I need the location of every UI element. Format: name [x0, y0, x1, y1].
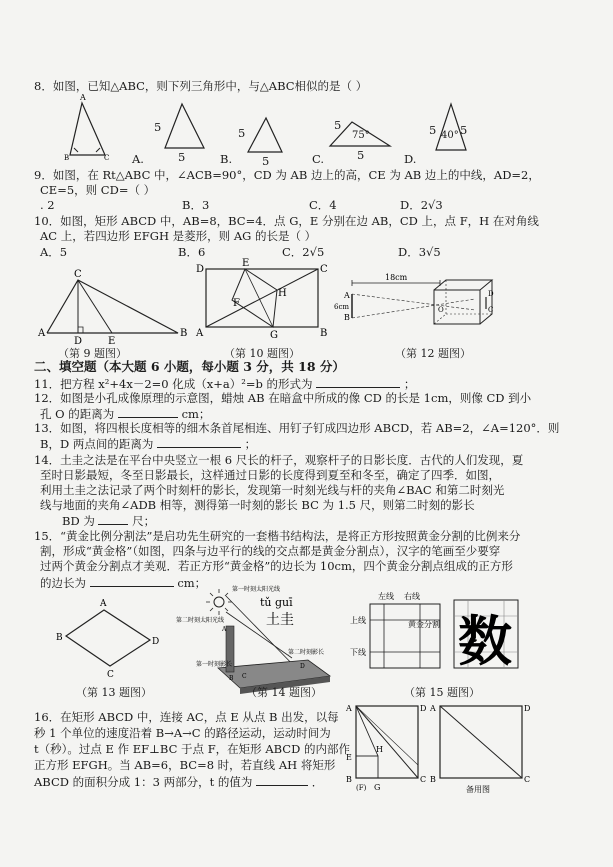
- fig16-spare-label-b: B: [430, 775, 436, 784]
- fig9-label-a: A: [38, 328, 46, 339]
- q16-line4: 正方形 EFGH。当 AB=6，BC=8 时，若直线 AH 将矩形: [34, 758, 336, 772]
- caption-q12: （第 12 题图）: [395, 347, 471, 360]
- fig9-label-d: D: [74, 336, 83, 347]
- fig15-right: 右线: [404, 592, 420, 601]
- fig12-label-d: D: [488, 290, 494, 298]
- q15-line2: 割，形成“黄金格”（如图，四条与边平行的线的交点都是黄金分割点），汉字的笔画至少要穿: [40, 544, 501, 558]
- fig14-label-d: D: [300, 663, 305, 670]
- q15-line3: 过两个黄金分割点才美观．若正方形“黄金格”的边长为 10cm，四个黄金分割点组成的正方形: [40, 559, 513, 573]
- q12-tail: cm；: [181, 407, 211, 421]
- fig10-label-g: G: [270, 330, 278, 341]
- fig9-label-b: B: [180, 328, 188, 339]
- q8-option-d: D.: [404, 152, 417, 166]
- q9-option-a: . 2: [40, 198, 55, 212]
- q9-line1: 9．如图，在 Rt△ABC 中，∠ACB=90°，CD 为 AB 边上的高，CE 为 AB 边上的中线，AD=2，: [34, 168, 540, 182]
- fig15-char: 数: [458, 609, 512, 673]
- caption-q14: （第 14 题图）: [246, 686, 322, 699]
- fig14-pinyin: tǔ guī: [260, 596, 293, 609]
- q10-line2: AC 上，若四边形 EFGH 是菱形，则 AG 的长是（ ）: [40, 229, 317, 243]
- fig9-label-c: C: [74, 269, 82, 280]
- fig15-top: 上线: [350, 616, 366, 625]
- q9-option-c: C．4: [309, 198, 337, 212]
- q8-option-c: C.: [312, 152, 325, 166]
- fig14-shadow1: 第一时刻影长: [196, 661, 233, 668]
- q8-optC-side: 5: [334, 118, 342, 132]
- q10-option-c: C．2√5: [282, 245, 325, 259]
- q14-line1: 14．土圭之法是在平台中央竖立一根 6 尺长的杆子，观察杆子的日影长度．古代的人们发现，夏: [34, 453, 524, 467]
- q16-tail: ．: [311, 775, 324, 789]
- q8-optB-base: 5: [262, 154, 270, 168]
- fig15-golden: 黄金分割: [408, 620, 440, 629]
- q8-option-b: B.: [220, 152, 233, 166]
- fig16-label-f: (F): [356, 784, 367, 792]
- fig13-label-a: A: [100, 599, 107, 609]
- fig16-label-c: C: [420, 775, 427, 784]
- fig12-label-c: C: [488, 306, 494, 314]
- fig14-shadow2: 第二时刻影长: [288, 649, 325, 656]
- q8-optD-side: 5: [429, 123, 437, 137]
- q8-optD-side2: 5: [460, 123, 468, 137]
- fig14-hanzi: 土圭: [266, 612, 294, 628]
- fig12-len: 18cm: [385, 273, 408, 282]
- q16-line2: 秒 1 个单位的速度沿着 B→A→C 的路径运动，运动时间为: [34, 726, 331, 740]
- q14-line3: 利用土圭之法记录了两个时刻杆的影长，发现第一时刻光线与杆的夹角∠BAC 和第二时刻光: [40, 483, 505, 497]
- fig10-label-f: F: [233, 298, 240, 309]
- q8-label-a: A: [80, 93, 86, 102]
- q8-optA-side: 5: [154, 120, 162, 134]
- q8-optC-base: 5: [357, 148, 365, 162]
- caption-q9: （第 9 题图）: [58, 347, 127, 360]
- fig16-label-b: B: [346, 775, 352, 784]
- fig16-label-e: E: [346, 753, 352, 762]
- q8-optC-angle: 75°: [352, 130, 370, 141]
- fig12-label-a: A: [344, 291, 350, 300]
- fig15-bottom: 下线: [350, 648, 366, 657]
- q14-stem: BD 为: [62, 514, 95, 528]
- q12-stem: 孔 O 的距离为: [40, 407, 115, 421]
- q9-option-b: B．3: [182, 198, 210, 212]
- fig13-label-c: C: [107, 670, 114, 680]
- q15-stem: 的边长为: [40, 576, 86, 590]
- fig10-label-h: H: [278, 288, 287, 299]
- q9-option-d: D．2√3: [400, 198, 443, 212]
- fig16-label-h: H: [376, 745, 383, 754]
- fig15-left: 左线: [378, 592, 394, 601]
- caption-q10: （第 10 题图）: [224, 347, 300, 360]
- fig10-label-c: C: [320, 264, 328, 275]
- q8-optD-angle: 40°: [441, 130, 459, 141]
- fig14-sun2: 第二时刻太阳光线: [176, 617, 225, 624]
- q13-line1: 13．如图，将四根长度相等的细木条首尾相连、用钉子钉成四边形 ABCD，若 AB=2，∠A=120°．则: [34, 421, 560, 435]
- fig13-label-d: D: [152, 637, 160, 647]
- fig16-spare-label-a: A: [430, 704, 436, 713]
- q13-stem: B，D 两点间的距离为: [40, 437, 154, 451]
- q14-line2: 至时日影最短，冬至日影最长，这样通过日影的长度得到夏至和冬至，确定了四季．如图，: [40, 468, 500, 482]
- fig14-label-b: B: [229, 675, 234, 682]
- fig16-label-a: A: [346, 704, 352, 713]
- q14-line4: 线与地面的夹角∠ADB 相等，测得第一时刻的影长 BC 为 1.5 尺，则第二时刻的影长: [40, 498, 475, 512]
- q16-line3: t（秒）。过点 E 作 EF⊥BC 于点 F，在矩形 ABCD 的内部作: [34, 742, 350, 756]
- q8-label-c: C: [104, 154, 110, 162]
- q15-line1: 15．“黄金比例分割法”是启功先生研究的一套楷书结构法，是将正方形按照黄金分割的比例来分: [34, 529, 521, 543]
- fig14-sun1: 第一时刻太阳光线: [232, 586, 281, 593]
- q8-label-b: B: [64, 154, 70, 162]
- q15-tail: cm；: [177, 576, 207, 590]
- fig9-label-e: E: [108, 336, 116, 347]
- fig14-label-c: C: [242, 673, 247, 680]
- fig10-label-a: A: [196, 328, 204, 339]
- fig12-label-b: B: [344, 313, 350, 322]
- fig10-label-d: D: [196, 264, 205, 275]
- fig13-label-b: B: [56, 633, 63, 643]
- q11-stem: 11．把方程 x²+4x－2=0 化成（x+a）²=b 的形式为: [34, 377, 313, 391]
- fig12-label-o: O: [438, 306, 444, 314]
- q14-tail: 尺；: [132, 514, 156, 528]
- fig14-label-a: A: [222, 626, 227, 633]
- q10-option-b: B．6: [178, 245, 206, 259]
- fig10-label-e: E: [242, 258, 250, 269]
- q10-option-a: A．5: [40, 245, 68, 259]
- q10-line1: 10．如图，矩形 ABCD 中，AB=8，BC=4．点 G，E 分别在边 AB，CD 上，点 F，H 在对角线: [34, 214, 539, 228]
- q16-line1: 16．在矩形 ABCD 中，连接 AC，点 E 从点 B 出发，以每: [34, 710, 339, 724]
- fig16-label-d: D: [420, 704, 427, 713]
- q9-line2: CE=5，则 CD=（ ）: [40, 183, 156, 197]
- caption-q13: （第 13 题图）: [76, 686, 152, 699]
- q8-optB-side: 5: [238, 126, 246, 140]
- section2-heading: 二、填空题（本大题 6 小题，每小题 3 分，共 18 分）: [34, 359, 345, 374]
- fig16-spare-caption: 备用图: [466, 785, 490, 794]
- caption-q15: （第 15 题图）: [404, 686, 480, 699]
- q12-line1: 12．如图是小孔成像原理的示意图，蜡烛 AB 在暗盒中所成的像 CD 的长是 1cm，则像 CD 到小: [34, 391, 532, 405]
- q13-tail: ；: [244, 437, 257, 451]
- fig16-label-g: G: [374, 783, 381, 792]
- q16-stem: ABCD 的面积分成 1：3 两部分，t 的值为: [34, 775, 253, 789]
- q11-tail: ；: [403, 377, 416, 391]
- fig12-side: 6cm: [334, 303, 350, 311]
- fig16-spare-label-d: D: [524, 704, 531, 713]
- q10-option-d: D．3√5: [398, 245, 441, 259]
- q8-option-a: A.: [132, 152, 144, 166]
- fig10-label-b: B: [320, 328, 328, 339]
- q8-stem: 8．如图，已知△ABC，则下列三角形中，与△ABC相似的是（ ）: [34, 79, 368, 93]
- fig16-spare-label-c: C: [524, 775, 531, 784]
- q8-optA-base: 5: [178, 150, 186, 164]
